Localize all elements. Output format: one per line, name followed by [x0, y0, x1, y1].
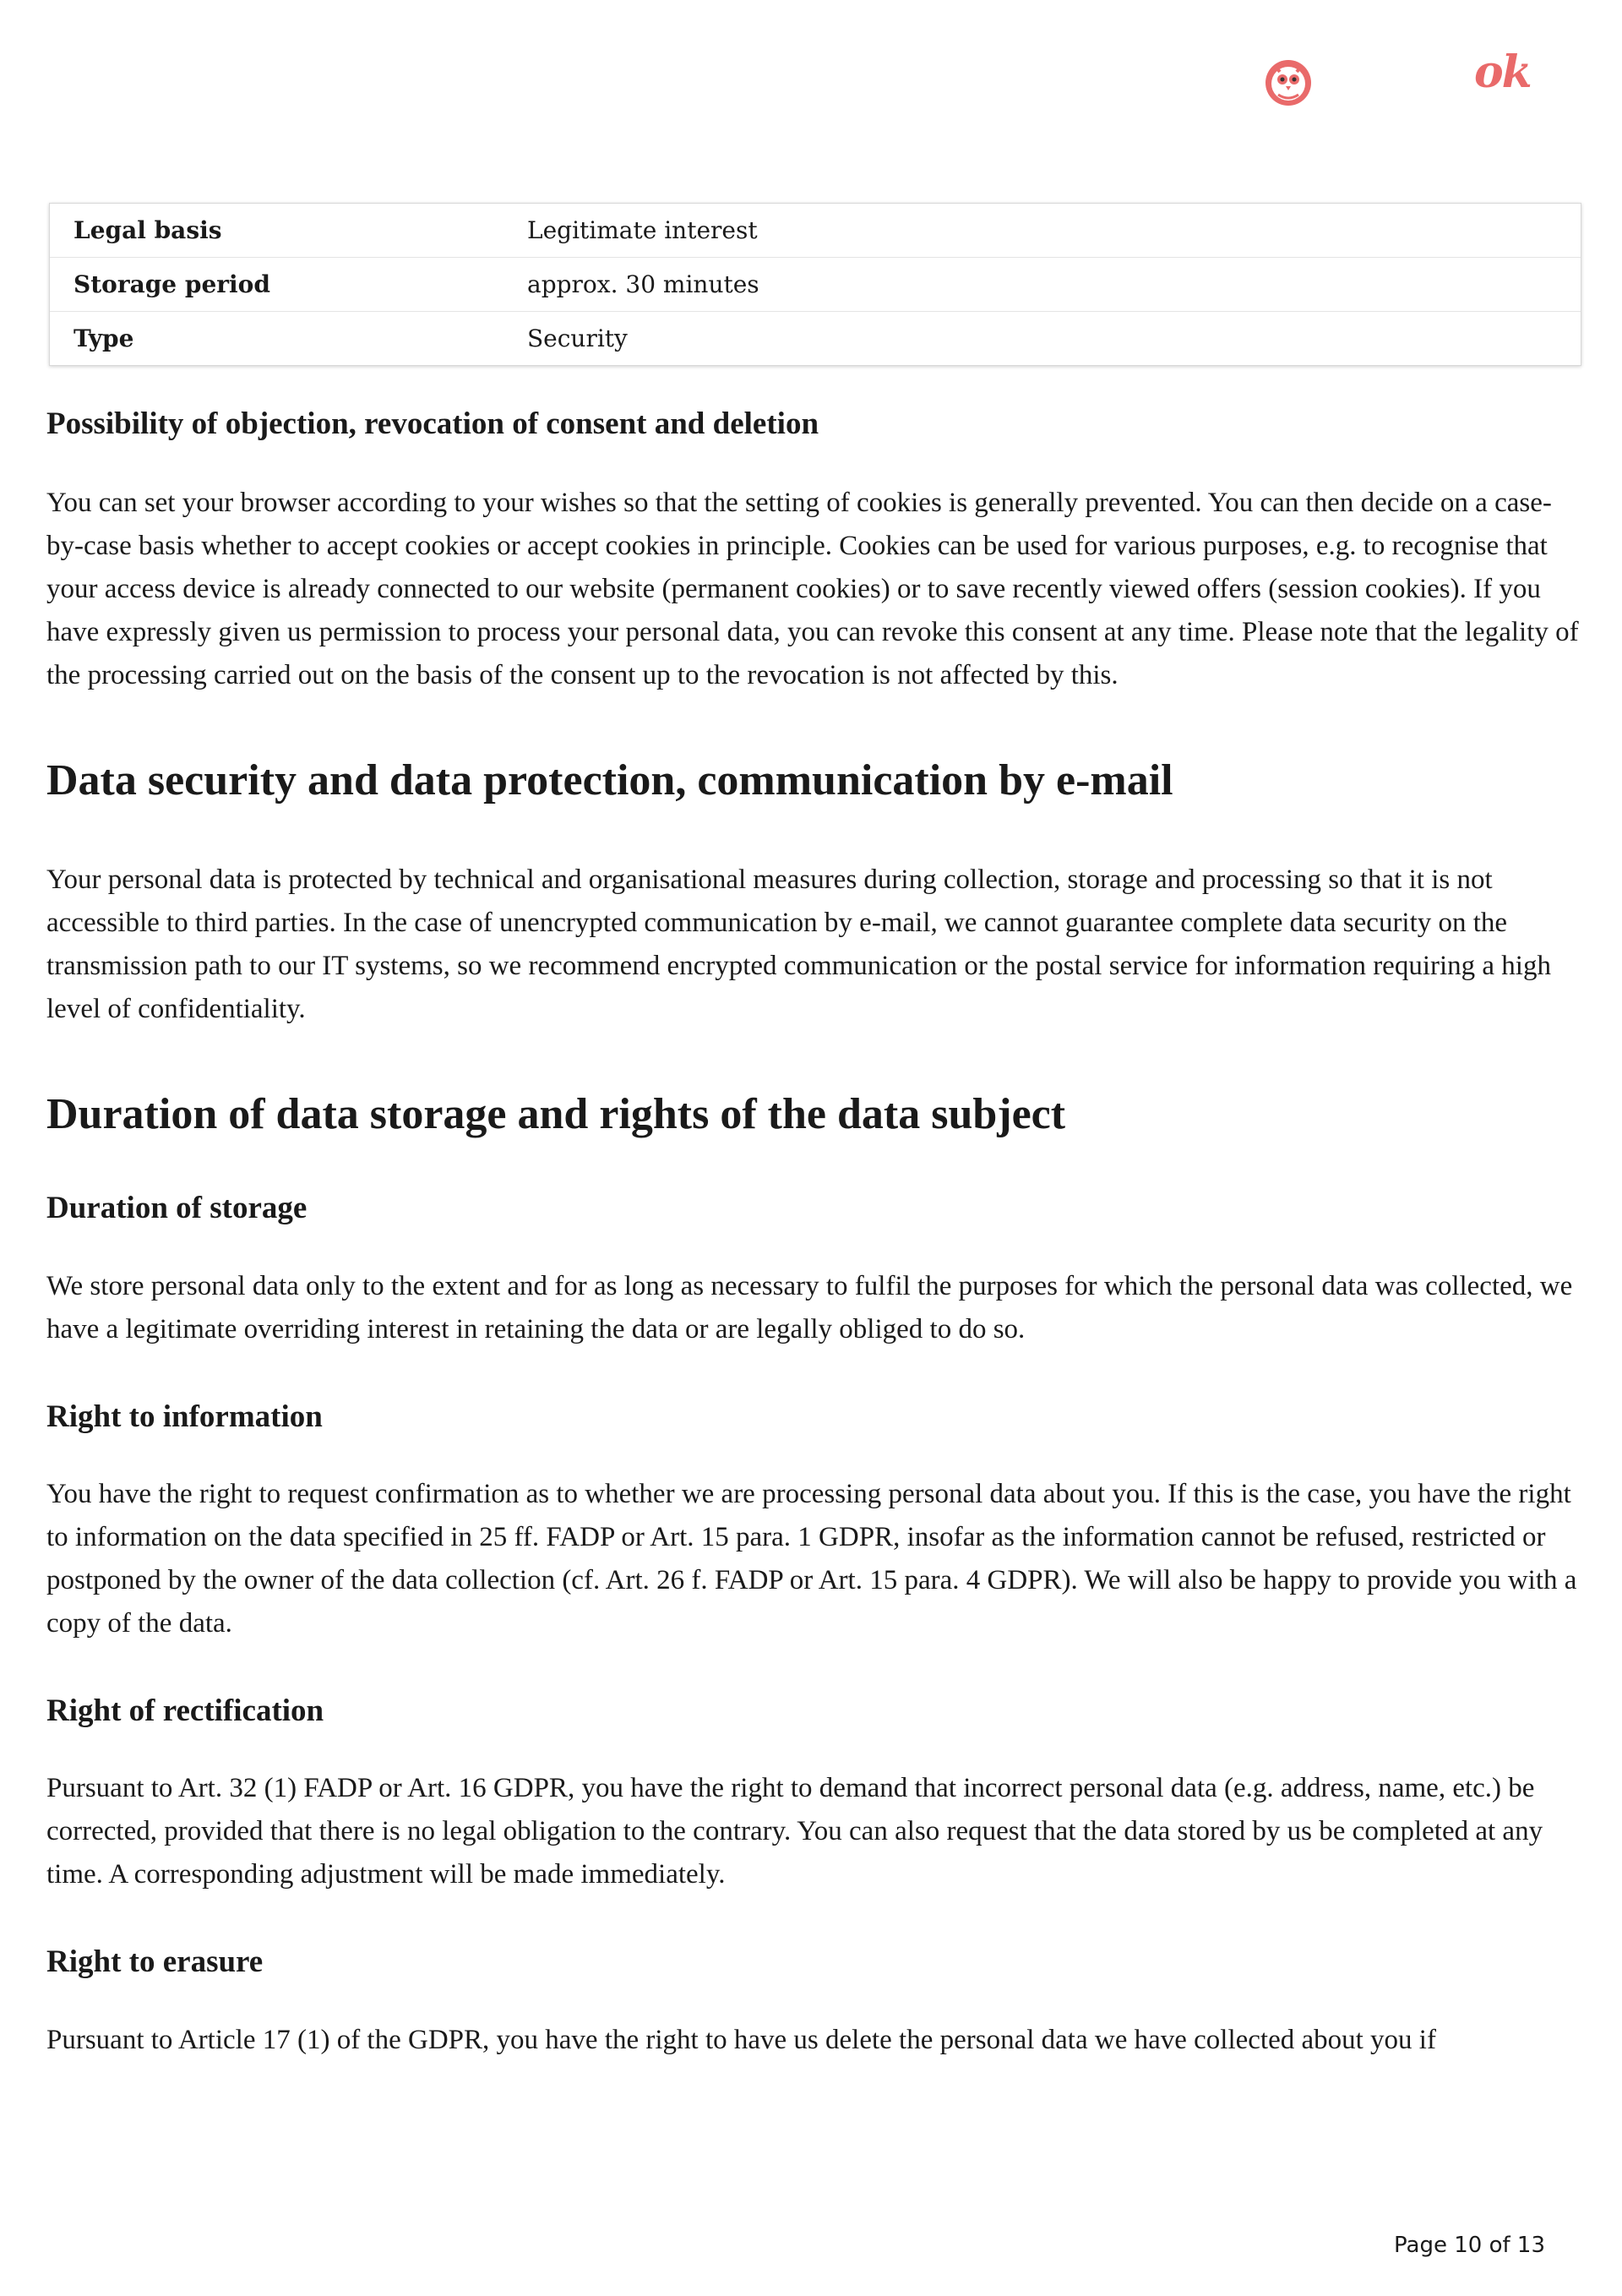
rectification-paragraph: Pursuant to Art. 32 (1) FADP or Art. 16 GDPR, you have the right to demand that incorrect personal data (e.g. address, name, etc.) be corrected, provided that there is no legal obligation to the contrary. You can also request that the data stored by us be completed at any time. A corresponding adjustment will be made immediately. [46, 1773, 1543, 1890]
table-row [50, 204, 1581, 258]
table-value: Security [527, 324, 628, 352]
table-row [50, 258, 1581, 312]
information-paragraph: You have the right to request confirmation as to whether we are processing personal data about you. If this is the case, you have the right to information on the data specified in 25 ff. FADP or Art. 15 para. 1 GDPR, insofar as the information cannot be refused, restricted or postponed by the owner of the data collection (cf. Art. 26 f. FADP or Art. 15 para. 4 GDPR). We will also be happy to provide you with a copy of the data. [46, 1478, 1577, 1639]
page-number: Page 10 of 13 [1394, 2233, 1545, 2258]
table-value: approx. 30 minutes [527, 270, 759, 298]
security-heading: Data security and data protection, communication by e-mail [46, 756, 1173, 805]
security-paragraph: Your personal data is protected by technical and organisational measures during collection, storage and processing so that it is not accessible to third parties. In the case of unencrypted communication by e-mail, we cannot guarantee complete data security on the transmission path to our IT systems, so we recommend encrypted communication or the postal service for information requiring a high level of confidentiality. [46, 864, 1551, 1024]
erasure-paragraph: Pursuant to Article 17 (1) of the GDPR, you have the right to have us delete the personal data we have collected about you if [46, 2024, 1436, 2055]
storage-paragraph: We store personal data only to the extent and for as long as necessary to fulfil the purposes for which the personal data was collected, we have a legitimate overriding interest in retaining the data or are legally obliged to do so. [46, 1270, 1573, 1344]
document-content [46, 406, 1584, 2062]
table-row [50, 312, 1581, 365]
table-value: Legitimate interest [527, 216, 758, 244]
cookie-info-table [49, 203, 1581, 366]
brand-logo: ok [1474, 46, 1531, 98]
objection-paragraph: You can set your browser according to your wishes so that the setting of cookies is generally prevented. You can then decide on a case-by-case basis whether to accept cookies or accept cookies in principle. Cookies can be used for various purposes, e.g. to recognise that your access device is already connected to our website (permanent cookies) or to save recently viewed offers (session cookies). If you have expressly given us permission to process your personal data, you can revoke this consent at any time. Please note that the legality of the processing carried out on the basis of the consent up to the revocation is not affected by this. [46, 488, 1579, 691]
objection-heading: Possibility of objection, revocation of consent and deletion [46, 406, 819, 441]
owl-logo-icon [1263, 57, 1314, 108]
table-key: Storage period [73, 270, 270, 298]
table-key: Legal basis [73, 216, 222, 244]
storage-heading: Duration of storage [46, 1191, 308, 1226]
table-key: Type [73, 324, 134, 352]
information-heading: Right to information [46, 1399, 323, 1434]
duration-section-heading: Duration of data storage and rights of the data subject [46, 1089, 1066, 1138]
rectification-heading: Right of rectification [46, 1693, 324, 1728]
erasure-heading: Right to erasure [46, 1944, 264, 1980]
